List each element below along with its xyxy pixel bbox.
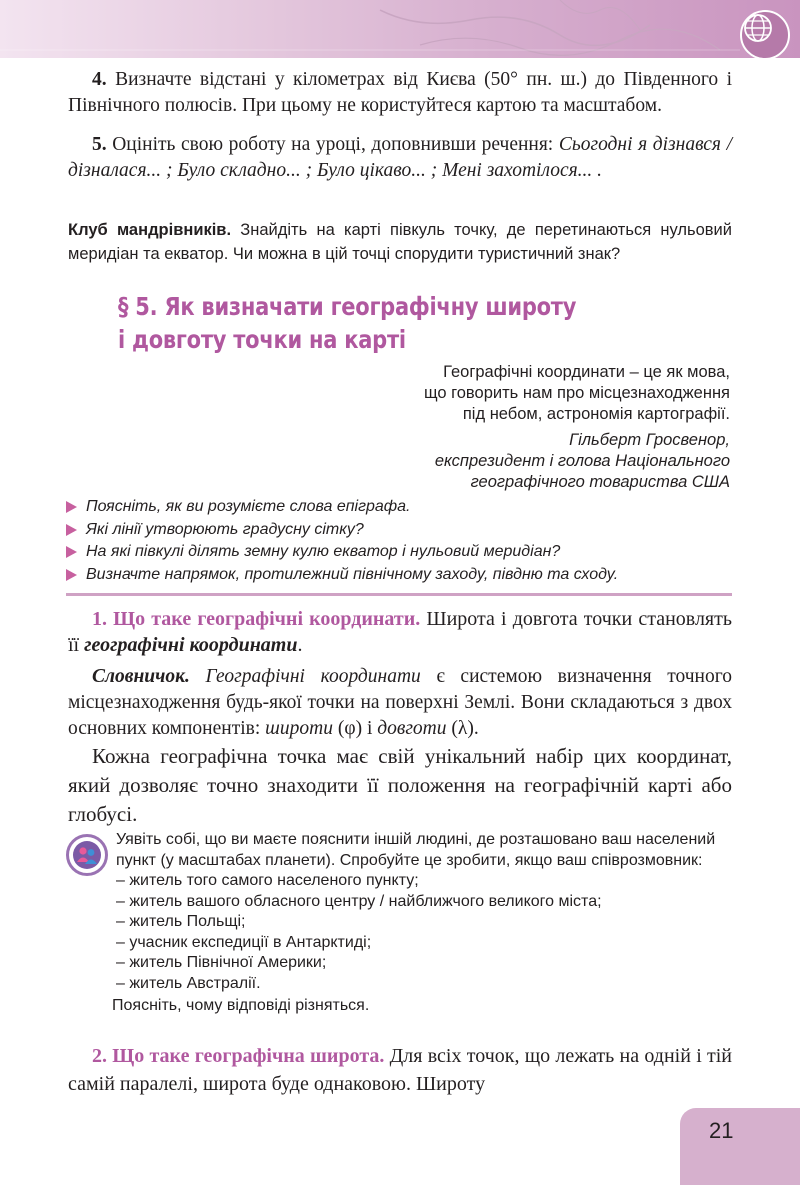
map-decoration (0, 0, 740, 58)
task-4 (68, 67, 732, 119)
list-item: – житель того самого населеного пункту; (116, 872, 419, 889)
task-5-text: Оцініть свою роботу на уроці, доповнивши речення: (112, 134, 554, 155)
travelers-club (68, 218, 732, 266)
paragraph-text: Для всіх точок, що лежать на одній і тій самій паралелі, широта буде однаковою. Широту (68, 1045, 733, 1095)
longitude-symbol: (λ). (451, 718, 479, 739)
task-5-number: 5. (92, 134, 107, 155)
epigraph-line-2: що говорить нам про місцезнаходження (423, 384, 730, 402)
epigraph-line-3: під небом, астрономія картографії. (462, 405, 730, 423)
task-4-number: 4. (92, 69, 107, 90)
question-text: Визначте напрямок, протилежний північному заходу, півдню та сходу. (86, 565, 619, 583)
term-longitude: довготи (377, 718, 447, 739)
subheading-coordinates: 1. Що таке географічні координати. (92, 608, 421, 630)
list-item: – житель Польщі; (116, 913, 246, 930)
question-item (66, 496, 746, 519)
section-title-line-2: і довготу точки на карті (118, 325, 406, 354)
club-text: Знайдіть на карті півкуль точку, де перетинаються нульовий меридіан та екватор. Чи можна в цій точці спорудити туристичний знак? (68, 221, 732, 263)
epigraph-author: Гільберт Гросвенор, (569, 431, 730, 449)
page-number: 21 (709, 1118, 734, 1143)
question-text: Які лінії утворюють градусну сітку? (86, 520, 364, 538)
epigraph (310, 362, 730, 493)
warmup-questions (66, 496, 746, 586)
question-item (66, 564, 746, 587)
list-item: – житель Північної Америки; (116, 954, 327, 971)
triangle-bullet-icon (66, 501, 77, 513)
activity-intro: Уявіть собі, що ви маєте пояснити іншій людині, де розташовано ваш населений пункт (у масштабах планети). Спробуйте це зробити, якщо ваш співрозмовник: (116, 831, 716, 869)
paragraph-text: Широта і довгота точки становлять її (68, 608, 732, 656)
list-item: – учасник експедиції в Антарктиді; (116, 933, 372, 951)
paragraph-coordinates (68, 606, 732, 658)
paragraph-latitude (68, 1042, 732, 1098)
page-number-tab (680, 1108, 800, 1185)
activity-text (112, 830, 736, 1017)
subheading-latitude: 2. Що таке географічна широта. (92, 1045, 385, 1067)
term-geographic-coordinates: географічні координати (84, 634, 298, 656)
paragraph-end: . (297, 634, 303, 656)
header-band (0, 0, 800, 58)
question-text: На які півкулі ділять земну кулю екватор і нульовий меридіан? (86, 543, 561, 560)
epigraph-role-1: експрезидент і голова Національного (434, 452, 730, 470)
section-title-line-1: § 5. Як визначати географічну широту (118, 292, 577, 321)
list-item: – житель вашого обласного центру / найближчого великого міста; (116, 892, 602, 910)
glossary-label: Словничок. (92, 666, 190, 687)
task-5 (68, 132, 732, 184)
epigraph-line-1: Географічні координати – це як мова, (443, 363, 730, 381)
glossary-paragraph (68, 664, 732, 742)
question-item (66, 541, 746, 564)
triangle-bullet-icon (66, 524, 77, 536)
triangle-bullet-icon (66, 546, 77, 558)
people-icon (66, 834, 108, 876)
paragraph-unique-set (68, 742, 732, 829)
latitude-symbol: (φ) і (337, 718, 373, 739)
section-title (118, 290, 622, 356)
term-latitude: широти (265, 718, 333, 739)
task-4-text: Визначте відстані у кілометрах від Києва (50° пн. ш.) до Південного і Північного полюсів. При цьому не користуйтеся картою та масштабом. (68, 69, 732, 116)
activity-closing: Поясніть, чому відповіді різняться. (112, 997, 370, 1014)
epigraph-role-2: географічного товариства США (470, 473, 730, 491)
section-divider (66, 593, 732, 596)
question-text: Поясніть, як ви розумієте слова епіграфа. (86, 498, 411, 515)
glossary-term: Географічні координати (205, 666, 421, 687)
triangle-bullet-icon (66, 569, 77, 581)
club-title: Клуб мандрівників. (68, 221, 232, 239)
paragraph-text: Кожна географічна точка має свій унікальний набір цих координат, який дозволяє точно знаходити її положення на географічній карті або глобусі. (68, 744, 732, 826)
task-5-italic: Сьогодні я дізнався / дізналася... ; Було складно... ; Було цікаво... ; Мені захотілося... . (68, 134, 733, 181)
question-item (66, 519, 746, 542)
globe-icon (740, 10, 790, 60)
list-item: – житель Австралії. (116, 974, 261, 992)
glossary-text: є системою визначення точного місцезнаходження будь-якої точки на поверхні Землі. Вони складаються з двох основних компонентів: (68, 666, 732, 739)
